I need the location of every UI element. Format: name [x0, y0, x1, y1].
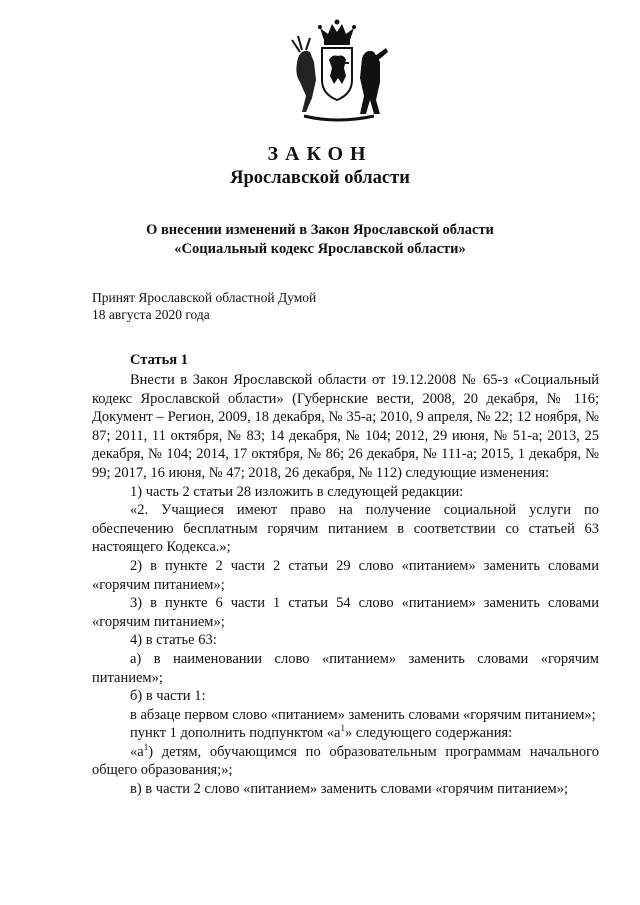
- adoption-body: Принят Ярославской областной Думой: [92, 290, 317, 305]
- law-region: Ярославской области: [230, 168, 410, 188]
- article-item: 1) часть 2 статьи 28 изложить в следующей редакции:: [130, 483, 464, 500]
- article-item-text: «2. Учащиеся имеют право на получение социальной услуги по обеспечению бесплатным горячим питанием в соответствии со статьей 63 настоящего Кодекса.»;: [92, 502, 599, 556]
- article-subitem: в) в части 2 слово «питанием» заменить словами «горячим питанием»;: [130, 781, 568, 798]
- superscript: 1: [143, 742, 149, 753]
- article-title: Статья 1: [130, 352, 188, 368]
- text-fragment: пункт 1 дополнить подпунктом «а: [130, 725, 341, 742]
- article-subitem: а) в наименовании слово «питанием» заменить словами «горячим питанием»;: [92, 650, 599, 686]
- law-subject-line: О внесении изменений в Закон Ярославской области: [146, 222, 494, 238]
- article-subitem: б) в части 1:: [130, 688, 206, 705]
- article-item: 3) в пункте 6 части 1 статьи 54 слово «питанием» заменить словами «горячим питанием»;: [92, 595, 599, 630]
- article-item: 2) в пункте 2 части 2 статьи 29 слово «питанием» заменить словами «горячим питанием»;: [92, 557, 599, 593]
- adoption-date: 18 августа 2020 года: [92, 307, 210, 322]
- article-subitem-text: [92, 743, 599, 780]
- article-subitem-text: [92, 724, 599, 743]
- article-intro: Внести в Закон Ярославской области от 19.12.2008 № 65-з «Социальный кодекс Ярославской области» (Губернские вести, 2008, 20 декабря, № 116; Документ – Регион, 2009, 18 декабря, № 35-а; 2010, 9 апреля, № 22; 12 ноября, № 87; 2011, 11 октября, № 83; 14 декабря, № 104; 2012, 29 июня, № 51-а; 2013, 25 декабря, № 104; 2014, 17 октября, № 86; 26 декабря, № 111-а; 2015, 1 декабря, № 99; 2017, 16 июня, № 47; 2018, 26 декабря, № 112) следующие изменения:: [92, 372, 599, 481]
- text-fragment: ) детям, обучающимся по образовательным программам начального общего образования;»;: [92, 743, 599, 779]
- law-subject-line: «Социальный кодекс Ярославской области»: [174, 241, 466, 257]
- article-body: [92, 371, 599, 799]
- law-title: ЗАКОН: [267, 143, 373, 165]
- article-subitem-text: в абзаце первом слово «питанием» заменить словами «горячим питанием»;: [130, 706, 596, 723]
- adoption-note: [92, 289, 392, 323]
- coat-of-arms-emblem: [282, 18, 394, 126]
- law-subject: [60, 221, 580, 259]
- article-item: 4) в статье 63:: [130, 632, 217, 649]
- text-fragment: » следующего содержания:: [344, 725, 513, 742]
- text-fragment: «а: [130, 743, 144, 760]
- superscript: 1: [340, 723, 345, 734]
